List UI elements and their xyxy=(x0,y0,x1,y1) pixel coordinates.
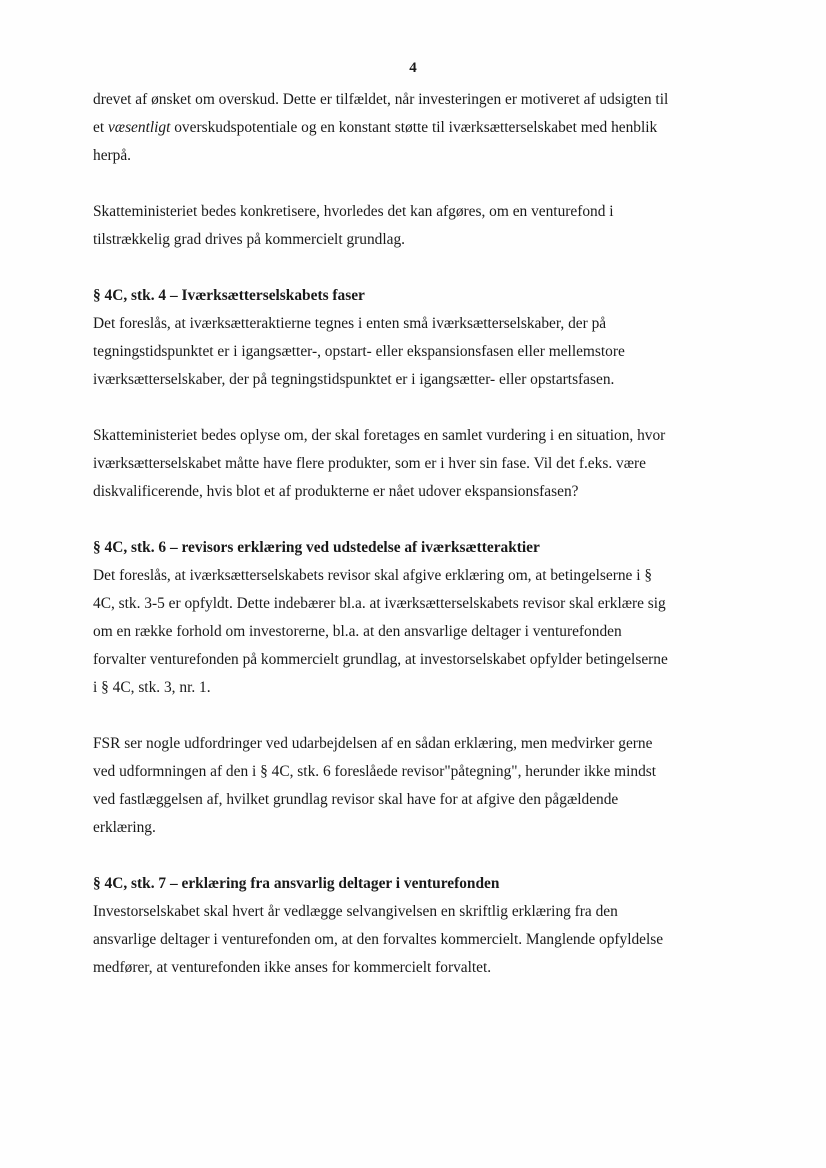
paragraph-gap xyxy=(93,170,733,198)
text-line: medfører, at venturefonden ikke anses for kommercielt forvaltet. xyxy=(93,959,492,976)
text-line: Investorselskabet skal hvert år vedlægge selvangivelsen en skriftlig erklæring fra den xyxy=(93,903,618,920)
text-line: forvalter venturefonden på kommercielt grundlag, at investorselskabet opfylder betingelserne xyxy=(93,651,668,668)
text-line: om en række forhold om investorerne, bl.a. at den ansvarlige deltager i venturefonden xyxy=(93,623,622,640)
text-line: 4C, stk. 3-5 er opfyldt. Dette indebærer bl.a. at iværksætterselskabets revisor skal erklære sig xyxy=(93,595,666,612)
section-stk6 xyxy=(93,534,733,842)
text-line: Det foreslås, at iværksætteraktierne tegnes i enten små iværksætterselskaber, der på xyxy=(93,315,607,332)
emphasis-text: væsentligt xyxy=(107,119,171,136)
page-body xyxy=(93,86,733,982)
text-line: Det foreslås, at iværksætterselskabets revisor skal afgive erklæring om, at betingelserne i § xyxy=(93,567,653,584)
text-line: Skatteministeriet bedes oplyse om, der skal foretages en samlet vurdering i en situation, hvor xyxy=(93,427,666,444)
text-line: Skatteministeriet bedes konkretisere, hvorledes det kan afgøres, om en venturefond i xyxy=(93,203,614,220)
text-line: tilstrækkelig grad drives på kommercielt grundlag. xyxy=(93,231,406,248)
text-line: iværksætterselskaber, der på tegningstidspunktet er i igangsætter- eller opstartsfasen. xyxy=(93,371,615,388)
text-line: herpå. xyxy=(93,147,132,164)
paragraph-gap xyxy=(93,702,733,730)
text-line: FSR ser nogle udfordringer ved udarbejdelsen af en sådan erklæring, men medvirker gerne xyxy=(93,735,653,752)
text-line: iværksætterselskabet måtte have flere produkter, som er i hver sin fase. Vil det f.eks. være xyxy=(93,455,646,472)
section-stk4 xyxy=(93,282,733,506)
commercial-paragraph xyxy=(93,198,733,254)
text-line: i § 4C, stk. 3, nr. 1. xyxy=(93,679,211,696)
text-line: tegningstidspunktet er i igangsætter-, opstart- eller ekspansionsfasen eller mellemstore xyxy=(93,343,625,360)
text-line: erklæring. xyxy=(93,819,156,836)
text-fragment: et xyxy=(93,119,108,136)
section-stk7 xyxy=(93,870,733,982)
section-heading: § 4C, stk. 6 – revisors erklæring ved udstedelse af iværksætteraktier xyxy=(93,539,540,556)
paragraph-gap xyxy=(93,254,733,282)
section-heading: § 4C, stk. 7 – erklæring fra ansvarlig deltager i venturefonden xyxy=(93,875,500,892)
page-number: 4 xyxy=(409,60,417,76)
paragraph-gap xyxy=(93,842,733,870)
section-heading: § 4C, stk. 4 – Iværksætterselskabets faser xyxy=(93,287,365,304)
intro-paragraph xyxy=(93,86,733,170)
text-line: ved fastlæggelsen af, hvilket grundlag revisor skal have for at afgive den pågældende xyxy=(93,791,619,808)
text-line: ansvarlige deltager i venturefonden om, at den forvaltes kommercielt. Manglende opfyldelse xyxy=(93,931,664,948)
paragraph-gap xyxy=(93,506,733,534)
text-line: ved udformningen af den i § 4C, stk. 6 foreslåede revisor"påtegning", herunder ikke mindst xyxy=(93,763,657,780)
text-line: diskvalificerende, hvis blot et af produkterne er nået udover ekspansionsfasen? xyxy=(93,483,579,500)
text-line xyxy=(93,114,733,142)
text-fragment: overskudspotentiale og en konstant støtte til iværksætterselskabet med henblik xyxy=(170,119,658,136)
text-line: drevet af ønsket om overskud. Dette er tilfældet, når investeringen er motiveret af udsigten til xyxy=(93,91,669,108)
paragraph-gap xyxy=(93,394,733,422)
